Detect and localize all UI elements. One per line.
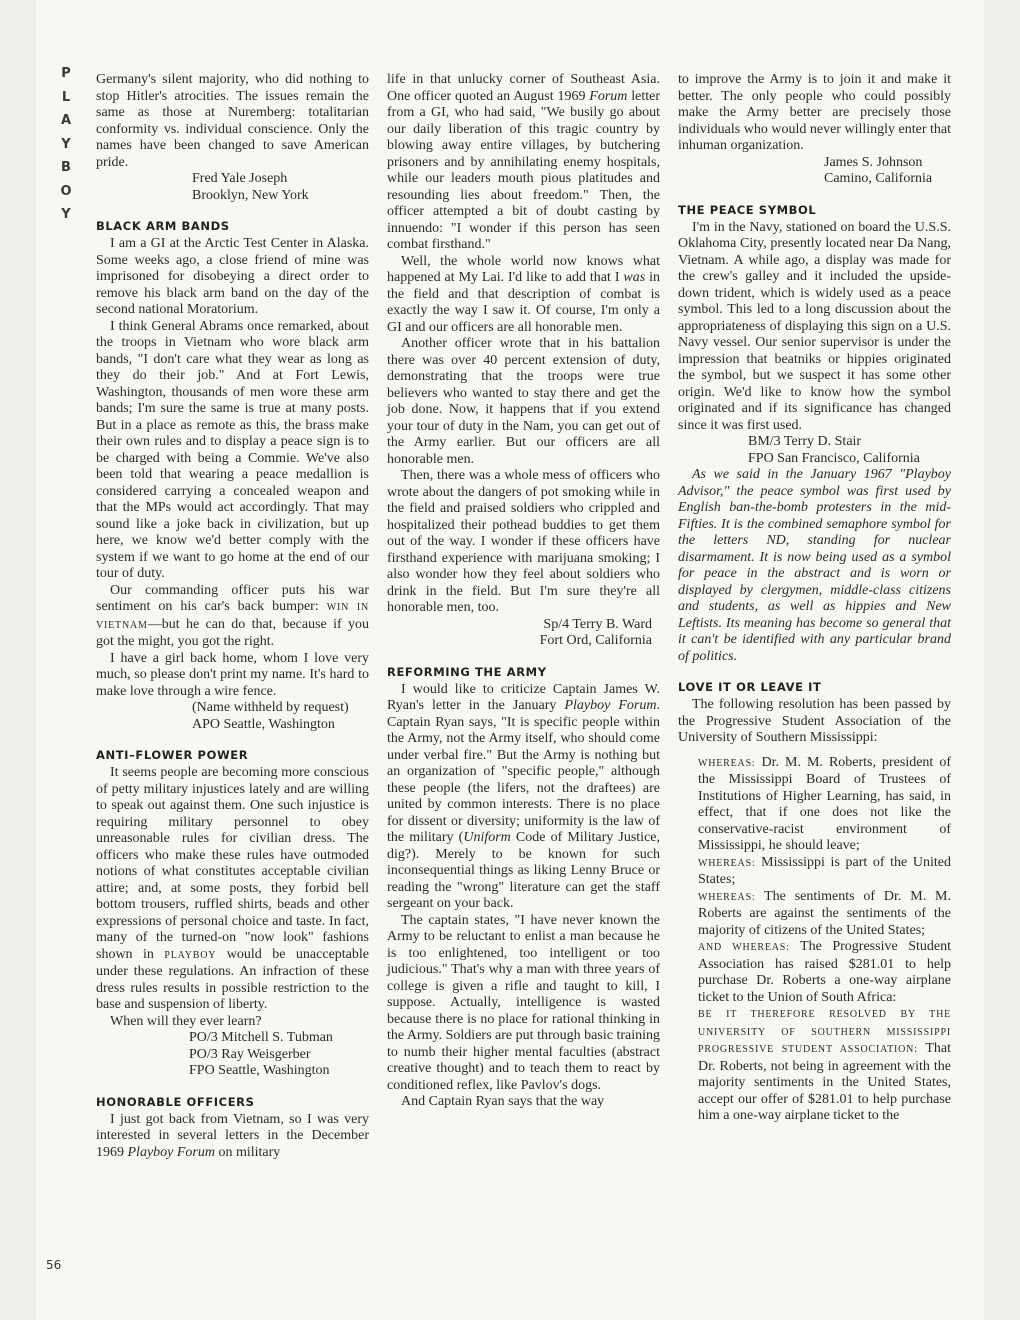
paragraph: I am a GI at the Arctic Test Center in Alaska. Some weeks ago, a close friend of mine was imprisoned for disobeying a direct order to remove his black arm band on the day of the second national Moratorium. (96, 236, 369, 317)
paragraph: The captain states, "I have never known the Army to be reluctant to enlist a man because he is too enlightened, too intelligent or too judicious." That's why a man with three years of college is given a rifle and taught to kill, I suppose. Actually, intelligence is wasted because there is no place for rational thinking in the Army. Soldiers are put through basic training to numb their higher mental faculties (abstract creative thought) and to teach them to react by conditioned reflex, like Pavlov's dogs. (387, 912, 660, 1093)
section-heading-black-arm-bands: BLACK ARM BANDS (96, 219, 230, 233)
clause-label: WHEREAS: (698, 891, 756, 903)
letter-signature (678, 434, 951, 467)
letter-signature (678, 155, 951, 188)
column-1 (96, 72, 369, 1161)
clause-label: WHEREAS: (698, 757, 756, 769)
wordmark-letter: A (60, 113, 72, 128)
emphasis: Uniform (463, 830, 511, 845)
signature-place: Fort Ord, California (539, 633, 652, 648)
letter-continuation-text: Germany's silent majority, who did nothing to stop Hitler's atrocities. The issues remain the same as those at Nuremberg: totalitarian conformity vs. individual conscience. Only the names have been changed to save American pride. (96, 72, 369, 170)
wordmark-letter: B (61, 160, 71, 175)
paragraph: Another officer wrote that in his battalion there was over 40 percent extension of duty, demonstrating that the troops were true believers who wanted to stay there and get the job done. Now, it happens that if you extend your tour of duty in the Nam, you can get out of the Army earlier. But our officers are all honorable men. (387, 336, 660, 467)
publication-title: Playboy Forum (564, 698, 657, 713)
paragraph: I'm in the Navy, stationed on board the U.S.S. Oklahoma City, presently located near Da Nang, Vietnam. A while ago, a display was made for the crew's galley and it included the upside-down trident, which is widely used as a peace symbol. This led to a long discussion about the appropriateness of displaying this sign on a U.S. Navy vessel. Our senior supervisor is under the impression that beatniks or hippies originated the symbol, but we suspect it has some other origin. We'd like to know how the symbol originated and if its significance has changed since it was first used. (678, 219, 951, 433)
paragraph: Our commanding officer puts his war sentiment on his car's back bumper: WIN IN VIETNAM—but he can do that, because if you got the might, you got the right. (96, 582, 370, 649)
clause-label: WHEREAS: (698, 857, 756, 869)
wordmark-letter: L (61, 89, 71, 105)
letter-signature (96, 1030, 369, 1080)
paragraph: And Captain Ryan says that the way (401, 1094, 605, 1109)
signature-name: BM/3 Terry D. Stair (748, 434, 862, 449)
signature-name: Sp/4 Terry B. Ward (543, 616, 652, 632)
letter-signature (96, 700, 369, 733)
clause-label: BE IT THEREFORE RESOLVED BY THE UNIVERSITY OF SOUTHERN MISSISSIPPI PROGRESSIVE STUDENT ASSOCIATION: (698, 1009, 951, 1055)
section-heading-the-peace-symbol: THE PEACE SYMBOL (678, 202, 817, 217)
paragraph: life in that unlucky corner of Southeast Asia. One officer quoted an August 1969 Forum letter from a GI, who had said, "We busily go about our daily liberation of this tragic country by blowing away entire villages, by butchering prisoners and by annihilating enemy hospitals, while our leaders mouth pious platitudes and resounding lies about freedom." Then, the officer attempted a bit of doubt casting by innuendo: "I wonder if this person has seen combat firsthand." (387, 72, 660, 252)
paragraph: I think General Abrams once remarked, about the troops in Vietnam who wore black arm bands, "I don't care what they wear as long as they do their job." And at Fort Lewis, Washington, thousands of men wore these arm bands; I'm sure the same is true at many posts. But in a place as remote as this, the brass make their own rules and to display a peace sign is to be charged with being a Commie. We've also been told that wearing a peace medallion is considered carrying a concealed weapon and that the MPs would act accordingly. That may sound like a joke back in civilization, but up here, we know we'd better comply with the system if we want to go home at the end of our tour of duty. (96, 318, 369, 581)
column-2 (387, 72, 660, 1111)
paragraph: to improve the Army is to join it and make it better. The only people who could possibly make the Army better are precisely those individuals who would never willingly enter that inhuman organization. (678, 72, 951, 153)
magazine-name: PLAYBOY (164, 949, 217, 961)
emphasis: was (623, 270, 646, 285)
playboy-vertical-wordmark (54, 62, 78, 227)
clause-label: AND WHEREAS: (698, 942, 790, 953)
signature-place: APO Seattle, Washington (192, 716, 335, 732)
signature-name: PO/3 Mitchell S. Tubman (189, 1030, 333, 1045)
signature-place: FPO Seattle, Washington (189, 1063, 330, 1078)
section-heading-reforming-the-army: REFORMING THE ARMY (387, 664, 547, 679)
publication-title: Playboy Forum (127, 1144, 215, 1160)
column-3 (678, 72, 951, 1125)
signature-place: Brooklyn, New York (192, 187, 309, 203)
bumper-sticker-text: WIN IN VIETNAM (96, 602, 370, 631)
section-heading-love-it-or-leave-it: LOVE IT OR LEAVE IT (678, 680, 822, 694)
resolution-block (678, 755, 951, 1125)
resolution-clause: BE IT THEREFORE RESOLVED BY THE UNIVERSITY OF SOUTHERN MISSISSIPPI PROGRESSIVE STUDENT ASSOCIATION: That Dr. Roberts, not being in agreement with the majority sentiments in the United States, accept our offer of $281.01 to help purchase him a one-way airplane ticket to the (698, 1009, 952, 1123)
signature-name: James S. Johnson (824, 154, 923, 170)
editor-reply: As we said in the January 1967 "Playboy Advisor," the peace symbol was first used by English ban-the-bomb protesters in the mid-Fifties. It is the combined semaphore symbol for the letters ND, standing for nuclear disarmament. It is now being used as a symbol for peace in the abstract and is worn or displayed by clergymen, middle-class citizens and students, as well as hippies and New Leftists. Its meaning has become so general that it can't be identified with any particular brand of politics. (678, 467, 951, 664)
resolution-clause: WHEREAS: Mississippi is part of the United States; (698, 854, 951, 887)
paragraph: I would like to criticize Captain James W. Ryan's letter in the January Playboy Forum. Captain Ryan says, "It is specific people within the Army, not the Army itself, who should come under verbal fire." But the Army is nothing but an organization of "specific people," although these people (the lifers, not the draftees) are united by common interests. There is no place for dissent or diversity; uniformity is the law of the military (Uniform Code of Military Justice, dig?). Merely to be known for such inconsequential things as liking Lenny Bruce or reading the "wrong" literature can get the staff sergeant on your back. (387, 681, 660, 911)
letter-signature (387, 617, 660, 650)
page-number: 56 (46, 1258, 62, 1272)
publication-title: Forum (589, 88, 628, 104)
signature-place: Camino, California (824, 171, 933, 186)
section-heading-honorable-officers: HONORABLE OFFICERS (96, 1094, 255, 1109)
resolution-clause: WHEREAS: Dr. M. M. Roberts, president of the Mississippi Board of Trustees of Institutions of Higher Learning, has said, in effect, that if one does not like the conservative-racist environment of Mississippi, he should leave; (698, 754, 951, 853)
paragraph: Then, there was a whole mess of officers who wrote about the dangers of pot smoking while in the field and praised soldiers who crippled and hospitalized their pothead buddies to get them out of the way. I wonder if these officers have firsthand experience with marijuana smoking; I also wonder how they feel about soldiers who drink in the field. But I'm sure they're all honorable men, too. (387, 468, 660, 615)
signature-name: PO/3 Ray Weisgerber (189, 1046, 311, 1062)
section-heading-anti-flower-power: ANTI–FLOWER POWER (96, 748, 249, 762)
wordmark-letter: O (60, 183, 72, 199)
signature-name: (Name withheld by request) (192, 700, 349, 715)
letter-signature (96, 171, 369, 204)
paragraph: I just got back from Vietnam, so I was very interested in several letters in the December 1969 Playboy Forum on military (96, 1111, 369, 1160)
wordmark-letter: P (61, 66, 71, 81)
paragraph: When will they ever learn? (110, 1013, 262, 1029)
resolution-clause: WHEREAS: The sentiments of Dr. M. M. Roberts are against the sentiments of the majority of citizens of the United States; (698, 888, 951, 938)
wordmark-letter: Y (61, 207, 71, 222)
paragraph: It seems people are becoming more conscious of petty military injustices lately and are willing to speak out against them. One such injustice is requiring military personnel to obey unreasonable rules for civilian dress. The officers who make these rules have outmoded notions of what constitutes acceptable civilian attire; and, at some posts, they forbid bell bottom trousers, ruffled shirts, beads and other expressions of personal choice and taste. In fact, many of the turned-on "now look" fashions shown in PLAYBOY would be unacceptable under these regulations. An infraction of these dress rules results in possible restriction to the base and suspension of liberty. (96, 765, 369, 1012)
resolution-clause: AND WHEREAS: The Progressive Student Association has raised $281.01 to help purchase Dr. Roberts a one-way airplane ticket to the Union of South Africa: (698, 939, 951, 1005)
signature-place: FPO San Francisco, California (748, 450, 920, 466)
paragraph: Well, the whole world now knows what happened at My Lai. I'd like to add that I was in the field and that description of combat is exactly the way I saw it. Of course, I'm only a GI and our officers are all honorable men. (387, 253, 660, 335)
paragraph: The following resolution has been passed by the Progressive Student Association of the University of Southern Mississippi: (678, 697, 951, 745)
signature-name: Fred Yale Joseph (192, 171, 288, 186)
wordmark-letter: Y (61, 136, 71, 152)
paragraph: I have a girl back home, whom I love very much, so please don't print my name. It's hard to make love through a wire fence. (96, 650, 369, 699)
